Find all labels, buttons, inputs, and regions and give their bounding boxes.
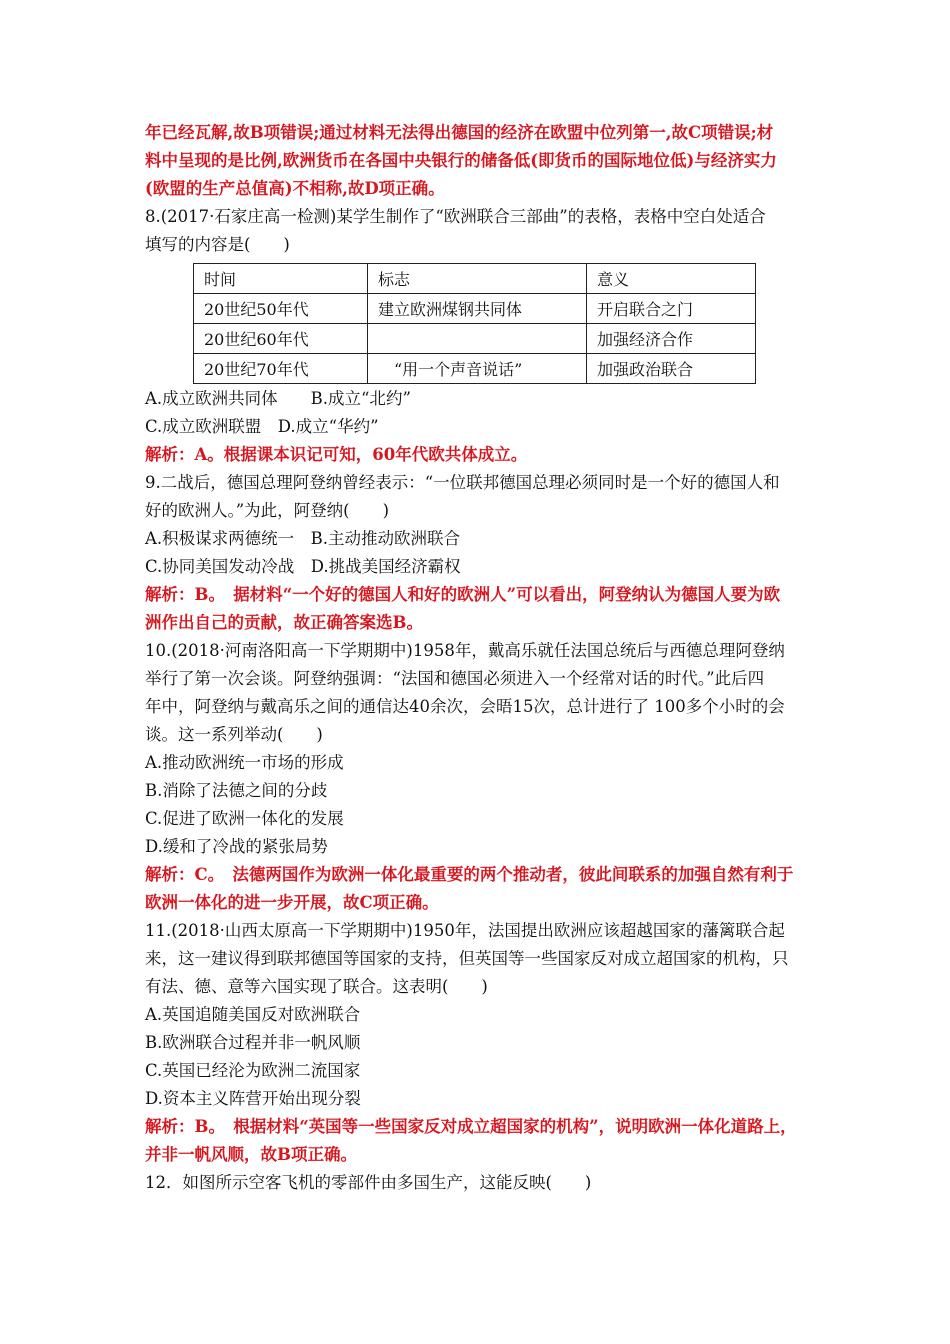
question-8-line-2: 填写的内容是( ) [145, 235, 290, 254]
question-11-line-2: 来，这一建议得到联邦德国等国家的支持，但英国等一些国家反对成立超国家的机构，只 [145, 949, 789, 968]
question-9-line-1: 9.二战后，德国总理阿登纳曾经表示：“一位联邦德国总理必须同时是一个好的德国人和 [145, 473, 780, 492]
answer-9-line-1: 解析：B。 据材料“一个好的德国人和好的欧洲人”可以看出，阿登纳认为德国人要为欧 [145, 585, 781, 604]
answer-7-line-3: (欧盟的生产总值高)不相称,故D项正确。 [145, 179, 445, 198]
question-8-options-cd: C.成立欧洲联盟 D.成立“华约” [145, 417, 379, 436]
question-11-line-1: 11.(2018·山西太原高一下学期期中)1950年，法国提出欧洲应该超越国家的藩篱联合起 [145, 921, 785, 940]
table-row [194, 294, 756, 324]
question-10-line-4: 谈。这一系列举动( ) [145, 725, 323, 744]
table-row [194, 324, 756, 354]
question-11-option-c: C.英国已经沦为欧洲二流国家 [145, 1061, 361, 1080]
question-9-options-ab: A.积极谋求两德统一 B.主动推动欧洲联合 [145, 529, 461, 548]
table-cell: 开启联合之门 [587, 294, 756, 324]
question-8-line-1: 8.(2017·石家庄高一检测)某学生制作了“欧洲联合三部曲”的表格，表格中空白处适合 [145, 207, 766, 226]
answer-10-line-1: 解析：C。 法德两国作为欧洲一体化最重要的两个推动者，彼此间联系的加强自然有利于 [145, 865, 794, 884]
table-cell-blank [368, 324, 587, 354]
answer-11-line-1: 解析：B。 根据材料“英国等一些国家反对成立超国家的机构”，说明欧洲一体化道路上， [145, 1117, 797, 1136]
table-header-cell: 意义 [587, 264, 756, 294]
table-cell: 建立欧洲煤钢共同体 [368, 294, 587, 324]
table-cell: 20世纪60年代 [194, 324, 368, 354]
question-9-line-2: 好的欧洲人。”为此，阿登纳( ) [145, 501, 390, 520]
table-cell: 20世纪50年代 [194, 294, 368, 324]
question-10-line-2: 举行了第一次会谈。阿登纳强调：“法国和德国必须进入一个经常对话的时代。”此后四 [145, 669, 765, 688]
answer-8: 解析：A。根据课本识记可知，60年代欧共体成立。 [145, 445, 528, 464]
question-10-option-a: A.推动欧洲统一市场的形成 [145, 753, 344, 772]
question-8-table [193, 263, 756, 384]
question-11-line-3: 有法、德、意等六国实现了联合。这表明( ) [145, 977, 488, 996]
answer-11-line-2: 并非一帆风顺，故B项正确。 [145, 1145, 357, 1164]
answer-10-line-2: 欧洲一体化的进一步开展，故C项正确。 [145, 893, 439, 912]
table-header-cell: 时间 [194, 264, 368, 294]
question-9-options-cd: C.协同美国发动冷战 D.挑战美国经济霸权 [145, 557, 461, 576]
question-10-option-b: B.消除了法德之间的分歧 [145, 781, 328, 800]
question-8-options-ab: A.成立欧洲共同体 B.成立“北约” [145, 389, 411, 408]
question-11-option-d: D.资本主义阵营开始出现分裂 [145, 1089, 361, 1108]
table-row [194, 354, 756, 384]
answer-7-line-2: 料中呈现的是比例,欧洲货币在各国中央银行的储备低(即货币的国际地位低)与经济实力 [145, 151, 777, 170]
table-cell: 20世纪70年代 [194, 354, 368, 384]
question-10-line-3: 年中，阿登纳与戴高乐之间的通信达40余次，会晤15次，总计进行了 100多个小时的会 [145, 697, 785, 716]
question-10-option-d: D.缓和了冷战的紧张局势 [145, 837, 328, 856]
table-cell: 加强政治联合 [587, 354, 756, 384]
table-header-row [194, 264, 756, 294]
question-10-option-c: C.促进了欧洲一体化的发展 [145, 809, 344, 828]
table-cell: 加强经济合作 [587, 324, 756, 354]
question-12-line-1: 12．如图所示空客飞机的零部件由多国生产，这能反映( ) [145, 1173, 592, 1192]
table-header-cell: 标志 [368, 264, 587, 294]
question-11-option-a: A.英国追随美国反对欧洲联合 [145, 1005, 361, 1024]
answer-9-line-2: 洲作出自己的贡献，故正确答案选B。 [145, 613, 423, 632]
question-10-line-1: 10.(2018·河南洛阳高一下学期期中)1958年，戴高乐就任法国总统后与西德总理阿登纳 [145, 641, 785, 660]
answer-7-line-1: 年已经瓦解,故B项错误;通过材料无法得出德国的经济在欧盟中位列第一,故C项错误;材 [145, 123, 774, 142]
question-11-option-b: B.欧洲联合过程并非一帆风顺 [145, 1033, 361, 1052]
table-cell: “用一个声音说话” [368, 354, 587, 384]
